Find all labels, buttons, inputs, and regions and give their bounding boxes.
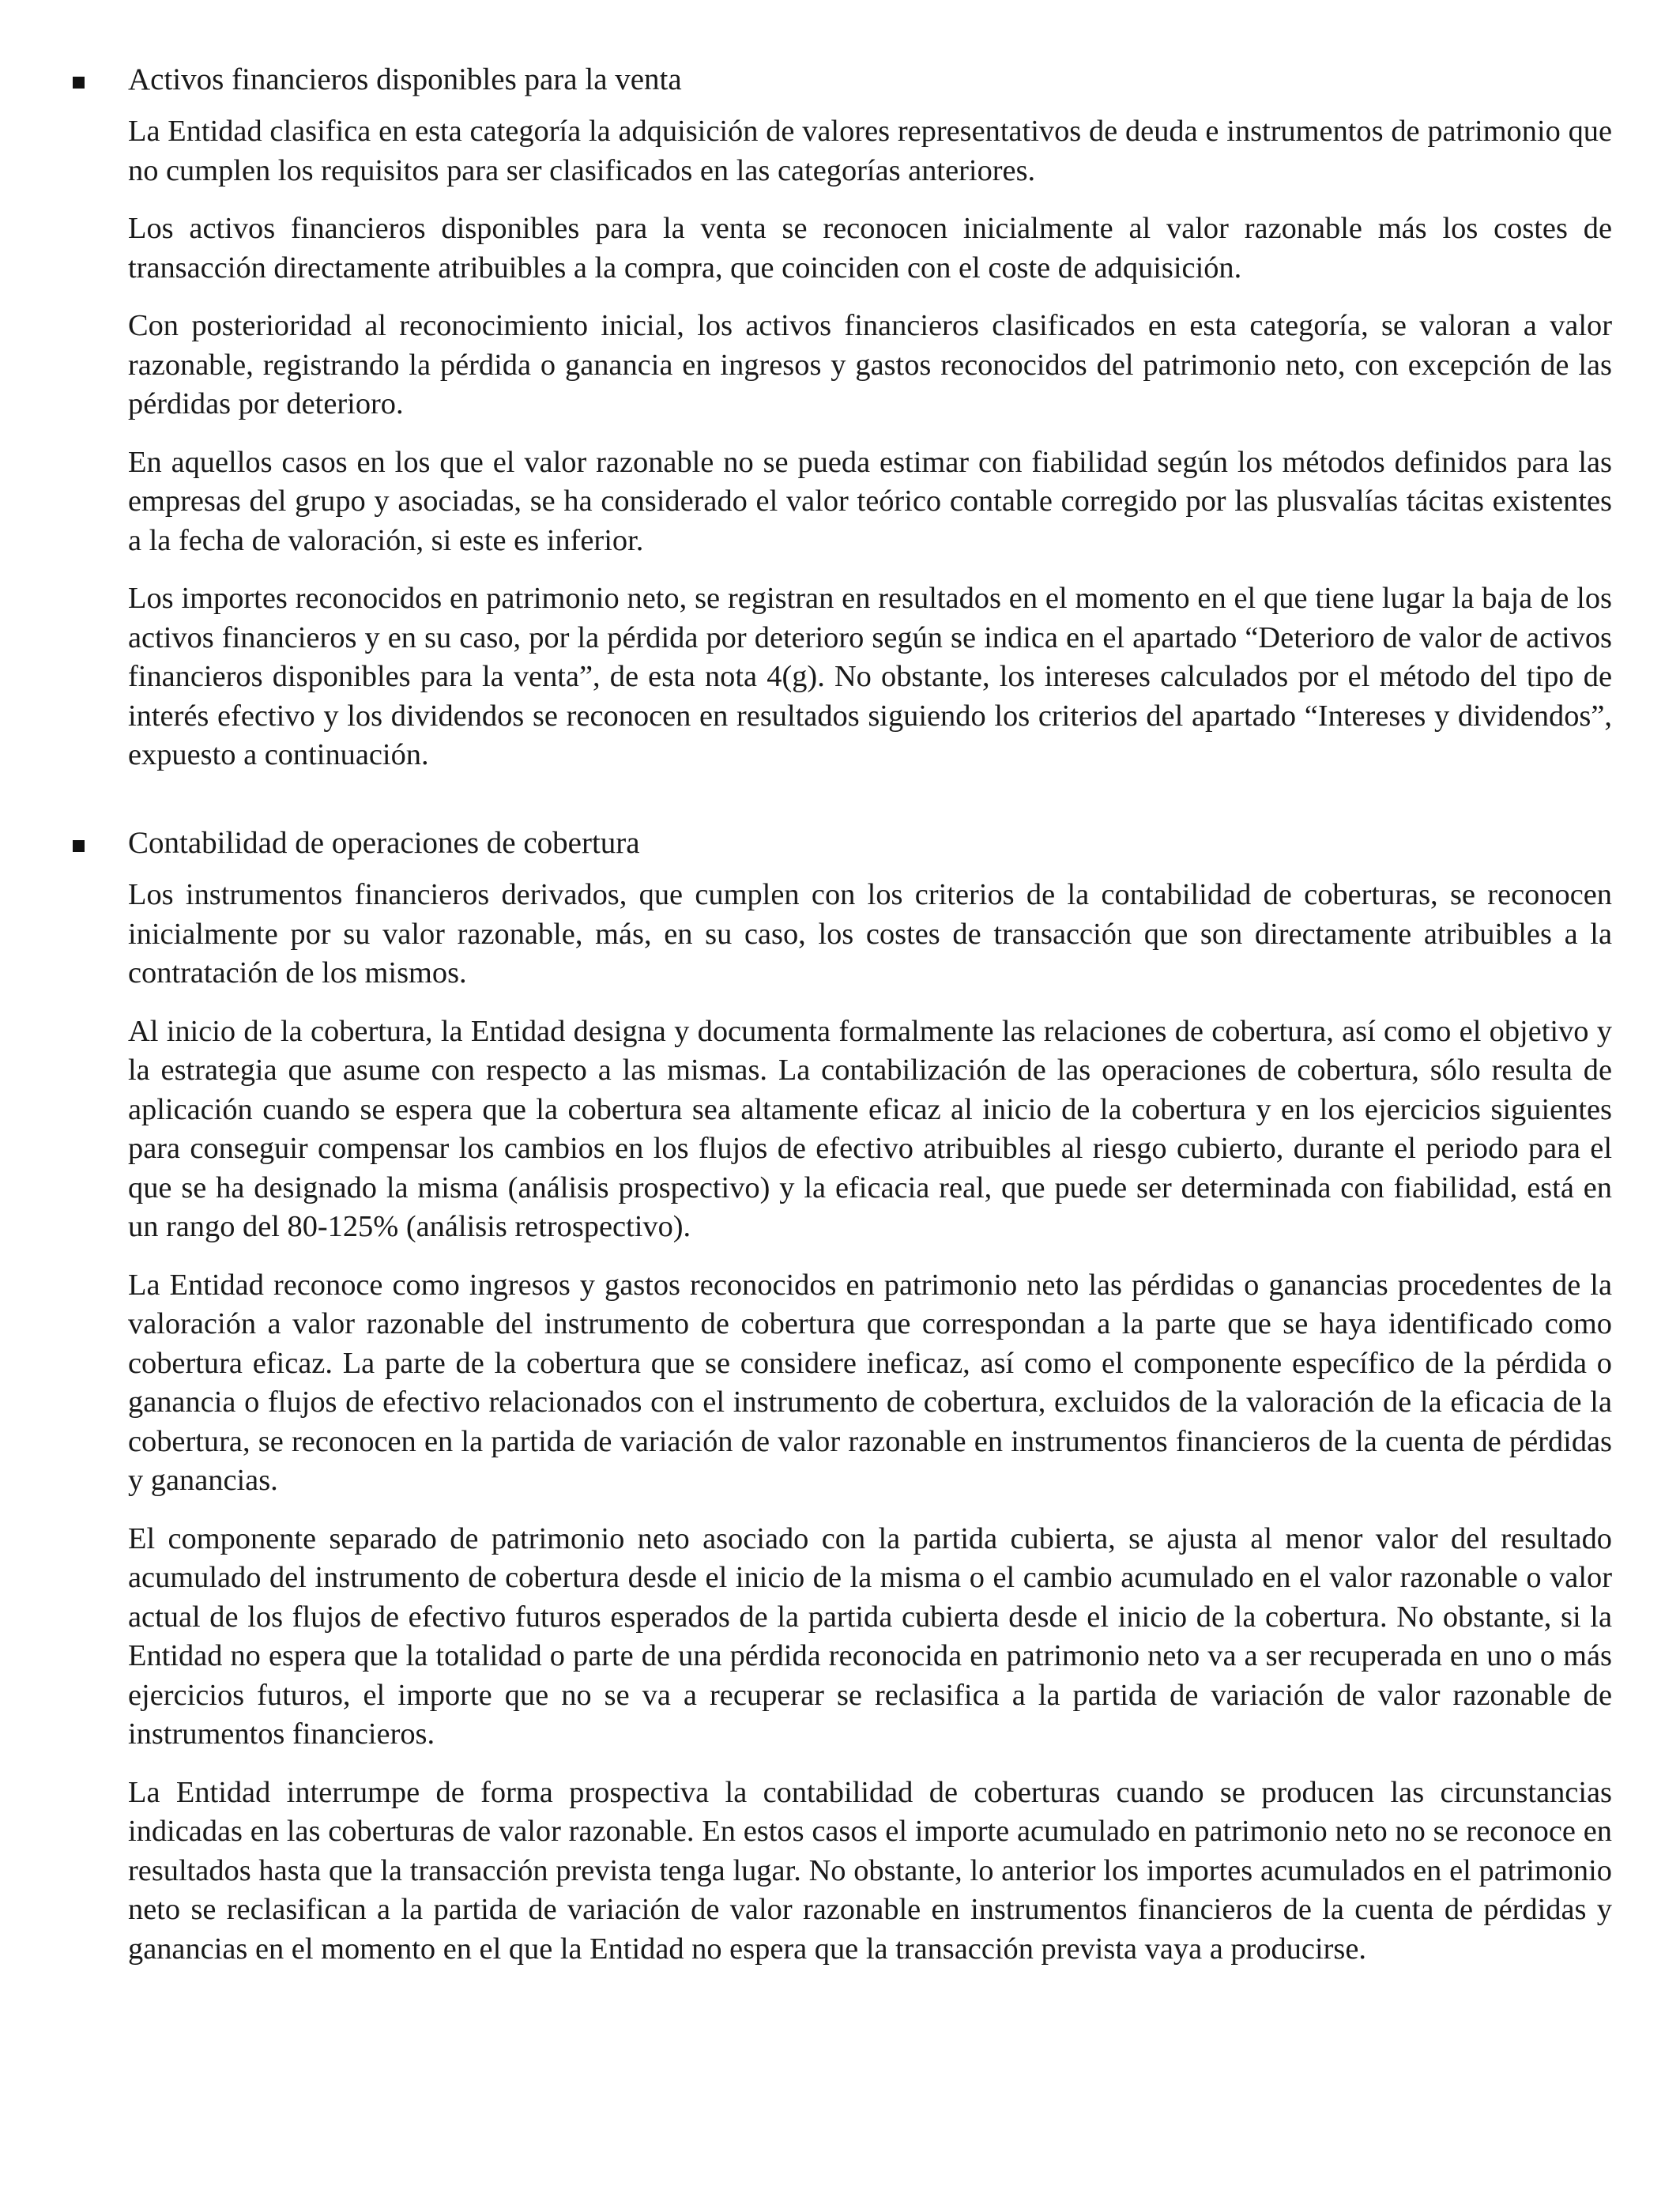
paragraph: La Entidad clasifica en esta categoría la adquisición de valores representativos de deuda e instrumentos de patrimonio que no cumplen los requisitos para ser clasificados en las categorías anteriores. (128, 115, 1612, 187)
section-heading: Contabilidad de operaciones de cobertura (128, 826, 640, 860)
section-available-for-sale (0, 60, 1680, 775)
section-heading-row (0, 60, 1680, 100)
paragraph: Los importes reconocidos en patrimonio neto, se registran en resultados en el momento en el que tiene lugar la baja de los activos financieros y en su caso, por la pérdida por deterioro según se indica en el apartado “Deterioro de valor de activos financieros disponibles para la venta”, de esta nota 4(g). No obstante, los intereses calculados por el método del tipo de interés efectivo y los dividendos se reconocen en resultados siguiendo los criterios del apartado “Intereses y dividendos”, expuesto a continuación. (128, 582, 1612, 771)
paragraph: La Entidad reconoce como ingresos y gastos reconocidos en patrimonio neto las pérdidas o ganancias procedentes de la valoración a valor razonable del instrumento de cobertura que correspondan a la parte que se haya identificado como cobertura eficaz. La parte de la cobertura que se considere ineficaz, así como el componente específico de la pérdida o ganancia o flujos de efectivo relacionados con el instrumento de cobertura, excluidos de la valoración de la eficacia de la cobertura, se reconocen en la partida de variación de valor razonable en instrumentos financieros de la cuenta de pérdidas y ganancias. (128, 1268, 1612, 1497)
section-heading: Activos financieros disponibles para la venta (128, 62, 682, 96)
paragraph: En aquellos casos en los que el valor razonable no se pueda estimar con fiabilidad según los métodos definidos para las empresas del grupo y asociadas, se ha considerado el valor teórico contable corregido por las plusvalías tácitas existentes a la fecha de valoración, si este es inferior. (128, 445, 1612, 557)
paragraph: Los instrumentos financieros derivados, que cumplen con los criterios de la contabilidad de coberturas, se reconocen inicialmente por su valor razonable, más, en su caso, los costes de transacción que son directamente atribuibles a la contratación de los mismos. (128, 878, 1612, 990)
paragraph: La Entidad interrumpe de forma prospectiva la contabilidad de coberturas cuando se producen las circunstancias indicadas en las coberturas de valor razonable. En estos casos el importe acumulado en patrimonio neto no se reconoce en resultados hasta que la transacción prevista tenga lugar. No obstante, lo anterior los importes acumulados en el patrimonio neto se reclasifican a la partida de variación de valor razonable en instrumentos financieros de la cuenta de pérdidas y ganancias en el momento en el que la Entidad no espera que la transacción prevista vaya a producirse. (128, 1775, 1612, 1966)
paragraph: El componente separado de patrimonio neto asociado con la partida cubierta, se ajusta al menor valor del resultado acumulado del instrumento de cobertura desde el inicio de la misma o el cambio acumulado en el valor razonable o valor actual de los flujos de efectivo futuros esperados de la partida cubierta desde el inicio de la cobertura. No obstante, si la Entidad no espera que la totalidad o parte de una pérdida reconocida en patrimonio neto va a ser recuperada en uno o más ejercicios futuros, el importe que no se va a recuperar se reclasifica a la partida de variación de valor razonable de instrumentos financieros. (128, 1521, 1612, 1751)
square-bullet-icon (73, 77, 85, 89)
section-hedge-accounting (0, 824, 1680, 1969)
paragraph: Los activos financieros disponibles para la venta se reconocen inicialmente al valor razonable más los costes de transacción directamente atribuibles a la compra, que coinciden con el coste de adquisición. (128, 212, 1612, 285)
section-heading-row (0, 824, 1680, 863)
paragraph: Con posterioridad al reconocimiento inicial, los activos financieros clasificados en esta categoría, se valoran a valor razonable, registrando la pérdida o ganancia en ingresos y gastos reconocidos del patrimonio neto, con excepción de las pérdidas por deterioro. (128, 309, 1612, 420)
square-bullet-icon (73, 840, 85, 852)
paragraph: Al inicio de la cobertura, la Entidad designa y documenta formalmente las relaciones de cobertura, así como el objetivo y la estrategia que asume con respecto a las mismas. La contabilización de las operaciones de cobertura, sólo resulta de aplicación cuando se espera que la cobertura sea altamente eficaz al inicio de la cobertura y en los ejercicios siguientes para conseguir compensar los cambios en los flujos de efectivo atribuibles al riesgo cubierto, durante el periodo para el que se ha designado la misma (análisis prospectivo) y la eficacia real, que puede ser determinada con fiabilidad, está en un rango del 80-125% (análisis retrospectivo). (128, 1014, 1612, 1243)
